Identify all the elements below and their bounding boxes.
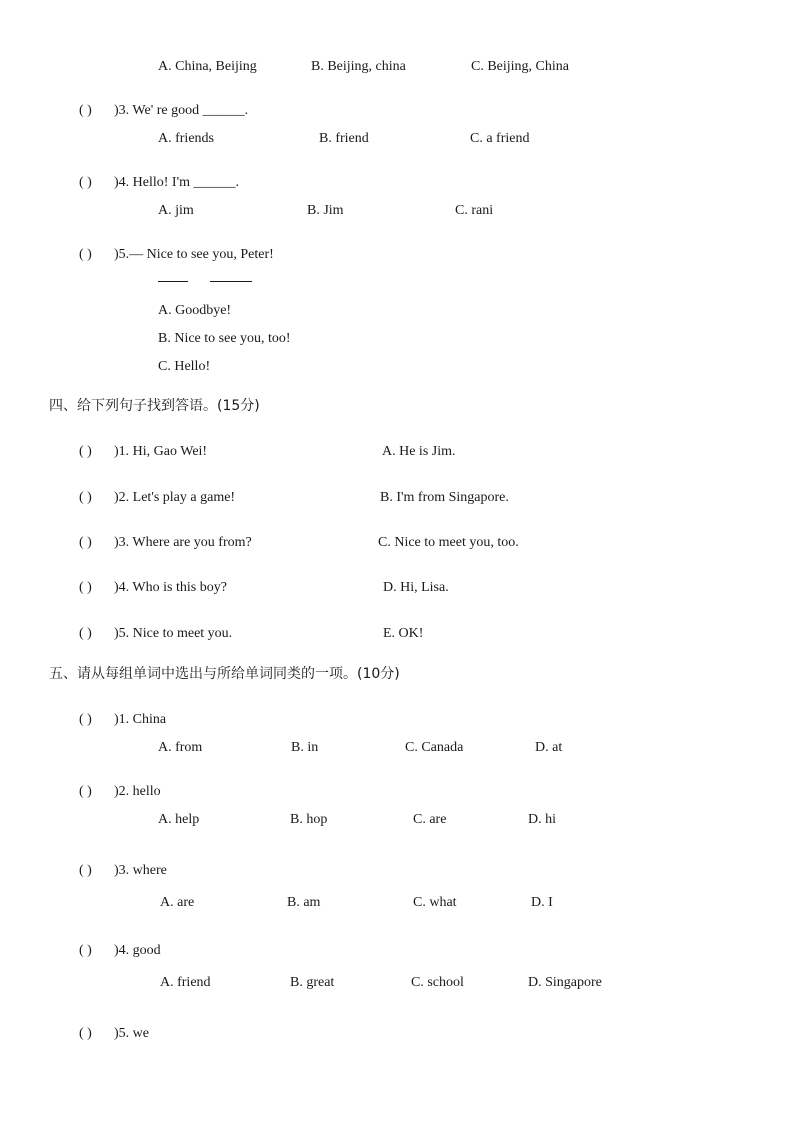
s3-q4-option-b: B. Jim [307,203,344,218]
answer-parenthesis[interactable]: ( ) [79,784,92,799]
s5-item-1-option-c: C. Canada [405,740,464,755]
s3-q5-option-b: B. Nice to see you, too! [158,331,291,346]
answer-parenthesis[interactable]: ( ) [79,535,92,550]
s3-q5-option-a: A. Goodbye! [158,303,232,318]
s4-question-1: )1. Hi, Gao Wei! [114,444,208,459]
answer-parenthesis[interactable]: ( ) [79,175,92,190]
s3-q3-option-a: A. friends [158,131,214,146]
answer-parenthesis[interactable]: ( ) [79,103,92,118]
s4-answer-b: B. I'm from Singapore. [380,490,509,505]
answer-blank-line[interactable] [210,281,252,282]
s4-answer-c: C. Nice to meet you, too. [378,535,519,550]
section-5-heading: 五、请从每组单词中选出与所给单词同类的一项。(10分) [49,666,400,682]
answer-parenthesis[interactable]: ( ) [79,1026,92,1041]
s5-item-4-stem: )4. good [114,943,161,958]
q2-option-c: C. Beijing, China [471,59,569,74]
answer-parenthesis[interactable]: ( ) [79,247,92,262]
s5-item-4-option-d: D. Singapore [528,975,602,990]
answer-parenthesis[interactable]: ( ) [79,943,92,958]
s5-item-3-option-a: A. are [160,895,195,910]
s5-item-1-option-a: A. from [158,740,203,755]
s4-answer-d: D. Hi, Lisa. [383,580,449,595]
answer-parenthesis[interactable]: ( ) [79,626,92,641]
q2-option-a: A. China, Beijing [158,59,257,74]
s3-q4-option-c: C. rani [455,203,494,218]
s3-q4-stem: )4. Hello! I'm ______. [114,175,240,190]
s4-question-5: )5. Nice to meet you. [114,626,233,641]
s4-answer-e: E. OK! [383,626,424,641]
s4-question-3: )3. Where are you from? [114,535,252,550]
s4-answer-a: A. He is Jim. [382,444,456,459]
answer-parenthesis[interactable]: ( ) [79,712,92,727]
answer-parenthesis[interactable]: ( ) [79,580,92,595]
s3-q5-stem: )5.— Nice to see you, Peter! [114,247,274,262]
s5-item-2-option-b: B. hop [290,812,328,827]
answer-parenthesis[interactable]: ( ) [79,490,92,505]
s5-item-3-stem: )3. where [114,863,167,878]
s4-question-4: )4. Who is this boy? [114,580,227,595]
s4-question-2: )2. Let's play a game! [114,490,236,505]
section-4-heading: 四、给下列句子找到答语。(15分) [49,398,260,414]
s5-item-2-option-c: C. are [413,812,447,827]
s5-item-2-option-a: A. help [158,812,200,827]
s5-item-2-stem: )2. hello [114,784,161,799]
q2-option-b: B. Beijing, china [311,59,406,74]
s5-item-3-option-c: C. what [413,895,457,910]
answer-parenthesis[interactable]: ( ) [79,863,92,878]
answer-blank-line[interactable] [158,281,188,282]
s5-item-3-option-b: B. am [287,895,321,910]
s3-q3-option-c: C. a friend [470,131,530,146]
s3-q3-stem: )3. We' re good ______. [114,103,249,118]
s5-item-1-option-d: D. at [535,740,563,755]
s3-q3-option-b: B. friend [319,131,369,146]
s5-item-1-option-b: B. in [291,740,319,755]
s5-item-3-option-d: D. I [531,895,553,910]
s5-item-4-option-c: C. school [411,975,464,990]
s5-item-2-option-d: D. hi [528,812,556,827]
s5-item-4-option-a: A. friend [160,975,211,990]
s5-item-5-stem: )5. we [114,1026,149,1041]
s3-q4-option-a: A. jim [158,203,194,218]
s5-item-1-stem: )1. China [114,712,167,727]
answer-parenthesis[interactable]: ( ) [79,444,92,459]
s3-q5-option-c: C. Hello! [158,359,211,374]
s5-item-4-option-b: B. great [290,975,335,990]
